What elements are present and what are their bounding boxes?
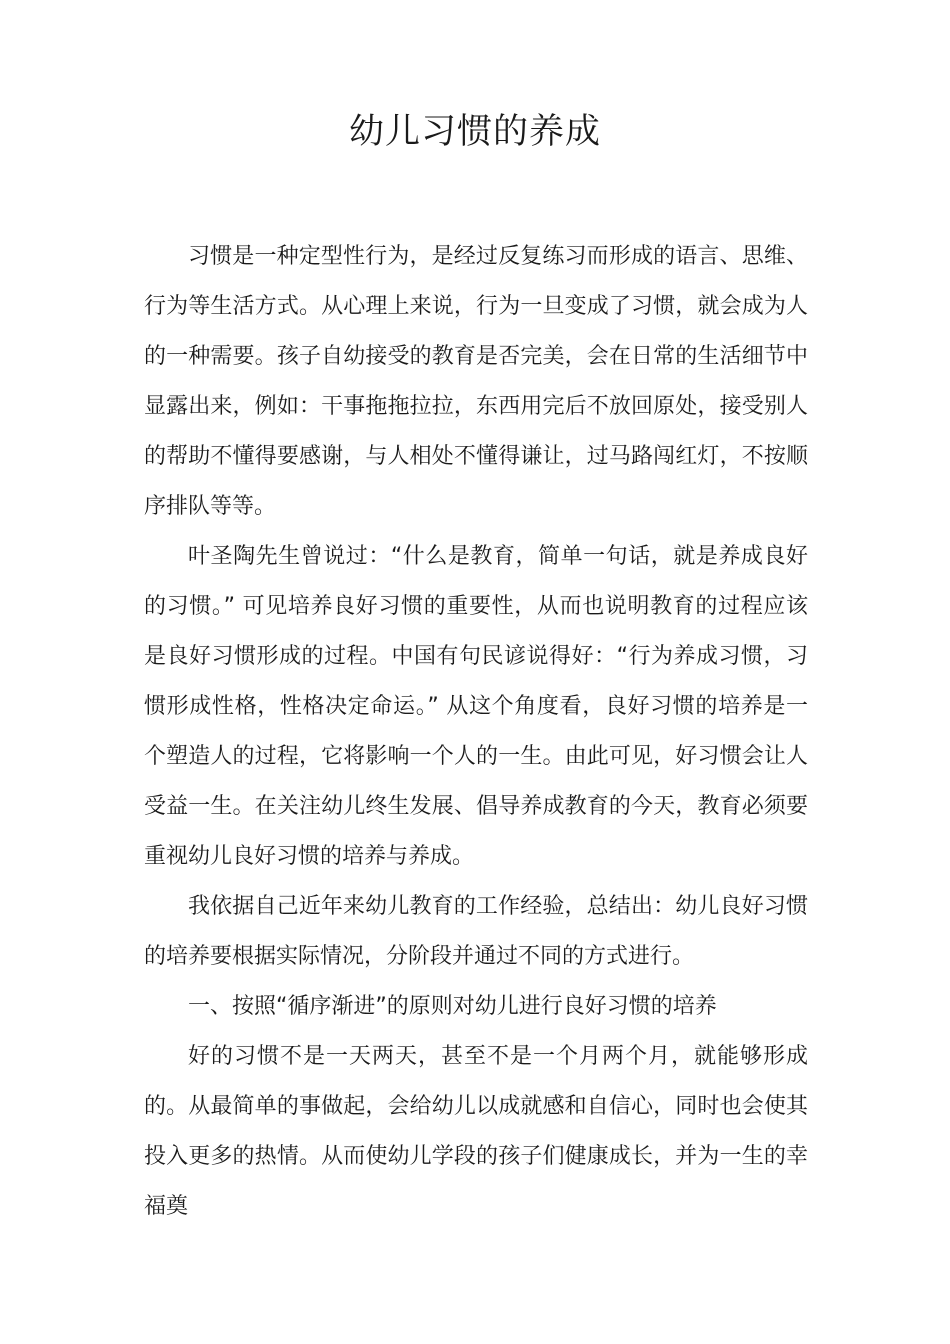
paragraph-ye-shengtao-quote: 叶圣陶先生曾说过：“什么是教育，简单一句话，就是养成良好的习惯。” 可见培养良好习惯的重要性，从而也说明教育的过程应该是良好习惯形成的过程。中国有句民谚说得好：“行为养成习惯，习惯形成性格，性格决定命运。” 从这个角度看，良好习惯的培养是一个塑造人的过程，它将影响一个人的一生。由此可见，好习惯会让人受益一生。在关注幼儿终生发展、倡导养成教育的今天，教育必须要重视幼儿良好习惯的培养与养成。 [144,544,808,869]
document-title: 幼儿习惯的养成 [348,112,601,152]
document-body [144,232,808,1232]
paragraph-good-habits-formation: 好的习惯不是一天两天，甚至不是一个月两个月，就能够形成的。从最简单的事做起，会给幼儿以成就感和自信心，同时也会使其投入更多的热情。从而使幼儿学段的孩子们健康成长，并为一生的幸福奠 [144,1044,808,1219]
paragraph-habit-definition: 习惯是一种定型性行为，是经过反复练习而形成的语言、思维、行为等生活方式。从心理上来说，行为一旦变成了习惯，就会成为人的一种需要。孩子自幼接受的教育是否完美，会在日常的生活细节中显露出来，例如：干事拖拖拉拉，东西用完后不放回原处，接受别人的帮助不懂得要感谢，与人相处不懂得谦让，过马路闯红灯，不按顺序排队等等。 [144,244,808,519]
paragraph-experience-summary: 我依据自己近年来幼儿教育的工作经验，总结出：幼儿良好习惯的培养要根据实际情况，分阶段并通过不同的方式进行。 [144,894,808,969]
section-heading-gradual-principle: 一、按照“循序渐进”的原则对幼儿进行良好习惯的培养 [188,994,717,1019]
